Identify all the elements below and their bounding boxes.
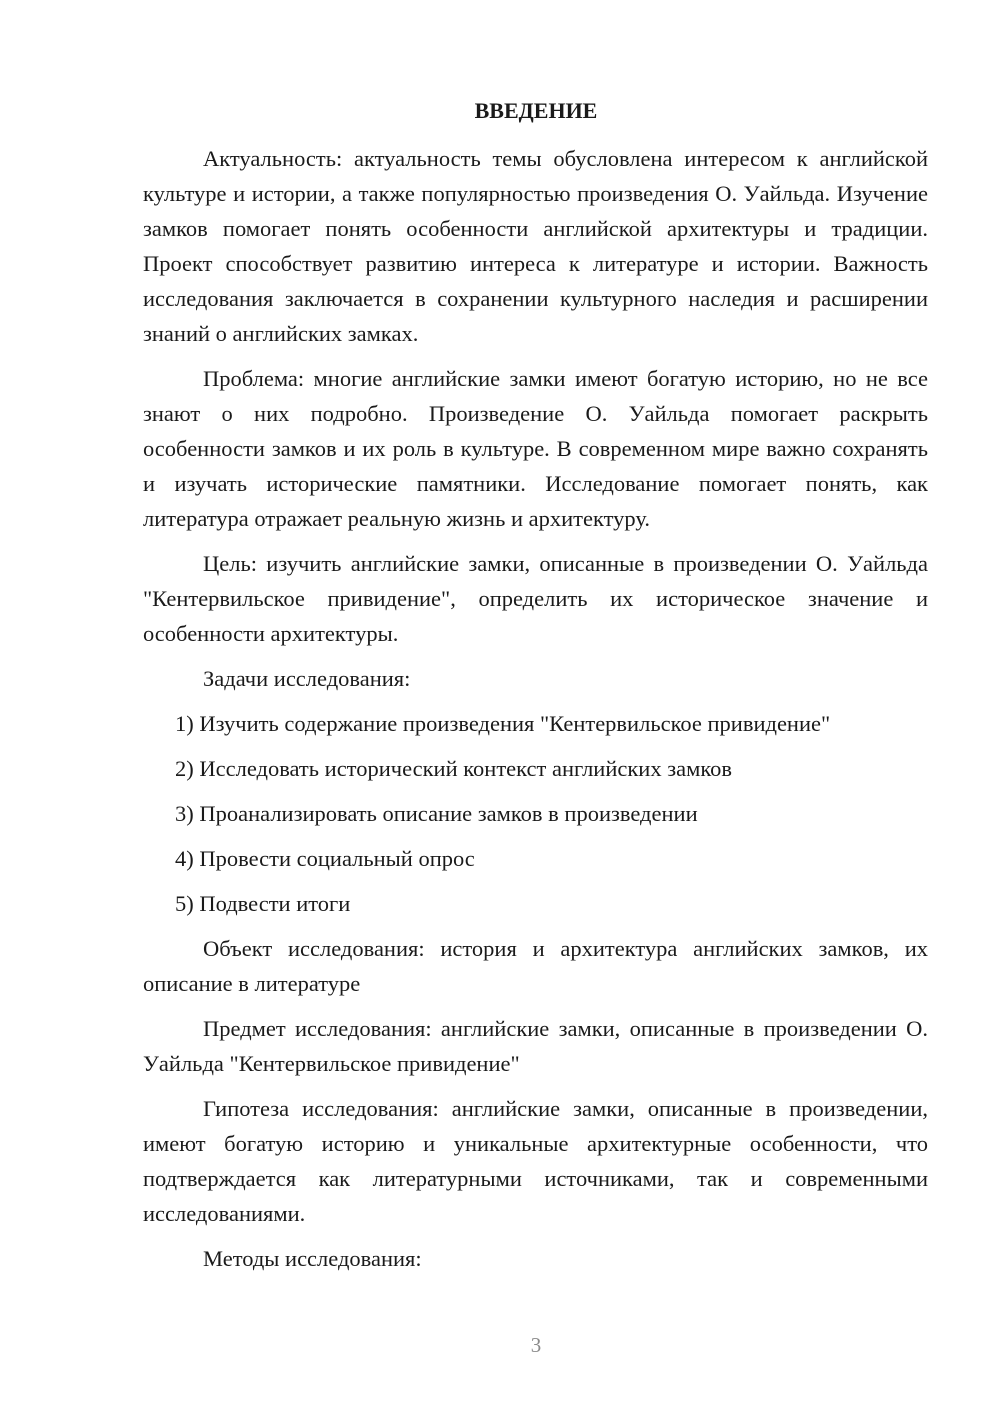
document-body (143, 141, 928, 1286)
task-item: 5) Подвести итоги (175, 891, 351, 916)
task-item: 2) Исследовать исторический контекст английских замков (175, 756, 732, 781)
relevance-paragraph: Актуальность: актуальность темы обусловлена интересом к английской культуре и истории, а также популярностью произведения О. Уайльда. Изучение замков помогает понять особенности английской архитектуры и традиции. Проект способствует развитию интереса к литературе и истории. Важность исследования заключается в сохранении культурного наследия и расширении знаний о английских замках. (143, 146, 928, 346)
page-number: 3 (530, 1333, 542, 1357)
object-paragraph: Объект исследования: история и архитектура английских замков, их описание в литературе (143, 936, 928, 996)
hypothesis-paragraph: Гипотеза исследования: английские замки, описанные в произведении, имеют богатую историю и уникальные архитектурные особенности, что подтверждается как литературными источниками, так и современными исследованиями. (143, 1096, 928, 1226)
goal-paragraph: Цель: изучить английские замки, описанные в произведении О. Уайльда "Кентервильское привидение", определить их историческое значение и особенности архитектуры. (143, 551, 928, 646)
subject-paragraph: Предмет исследования: английские замки, описанные в произведении О. Уайльда "Кентервильское привидение" (143, 1016, 928, 1076)
task-item: 4) Провести социальный опрос (175, 846, 475, 871)
section-title: ВВЕДЕНИЕ (474, 98, 598, 123)
tasks-heading: Задачи исследования: (203, 666, 411, 691)
methods-heading: Методы исследования: (203, 1246, 422, 1271)
task-item: 3) Проанализировать описание замков в произведении (175, 801, 698, 826)
tasks-list (143, 706, 928, 921)
task-item: 1) Изучить содержание произведения "Кентервильское привидение" (175, 711, 831, 736)
problem-paragraph: Проблема: многие английские замки имеют богатую историю, но не все знают о них подробно. Произведение О. Уайльда помогает раскрыть особенности замков и их роль в культуре. В современном мире важно сохранять и изучать исторические памятники. Исследование помогает понять, как литература отражает реальную жизнь и архитектуру. (143, 366, 928, 531)
